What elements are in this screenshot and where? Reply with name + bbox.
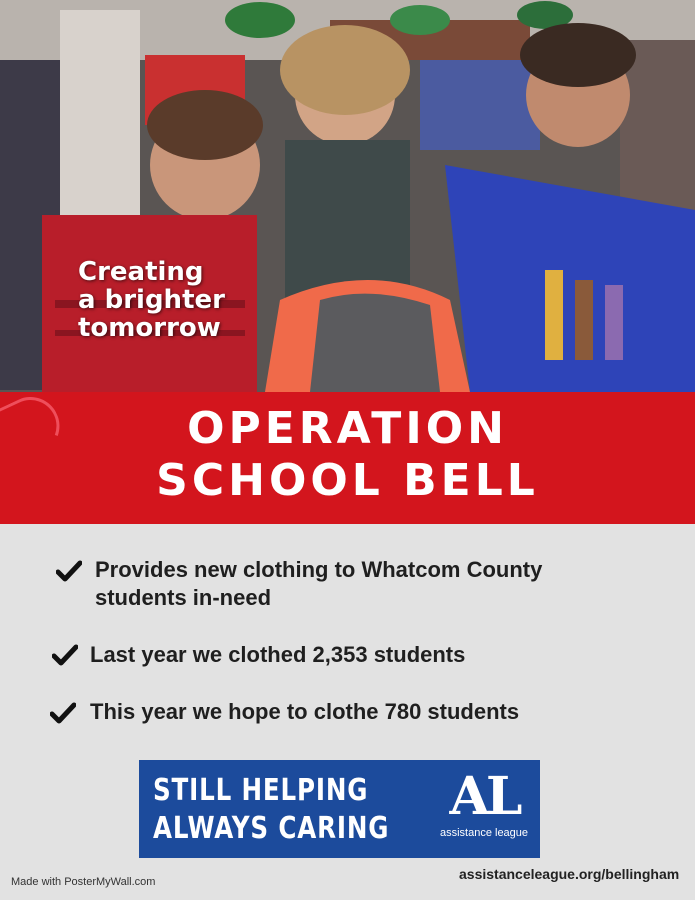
bullet-text: Last year we clothed 2,353 students [90, 642, 466, 667]
checkmark-icon [56, 558, 82, 584]
tagline-line-2: a brighter [78, 285, 225, 315]
assistance-league-banner [139, 760, 540, 858]
title-banner [0, 392, 695, 524]
website-url[interactable]: assistanceleague.org/bellingham [459, 866, 680, 882]
assistance-league-logo [439, 768, 529, 840]
title-line-1: OPERATION [187, 403, 508, 454]
tagline [78, 258, 225, 342]
al-logo-text: assistance league [439, 827, 529, 839]
al-logo-mark: AL [449, 766, 519, 827]
slogan-line-2: ALWAYS CARING [153, 811, 390, 846]
hero-photo [0, 0, 695, 392]
bullet-text: Provides new clothing to Whatcom County students in-need [95, 557, 543, 610]
checkmark-icon [50, 700, 76, 726]
tagline-line-1: Creating [78, 257, 204, 287]
made-with-credit: Made with PosterMyWall.com [11, 876, 156, 888]
checkmark-icon [52, 642, 78, 668]
slogan-line-1: STILL HELPING [153, 773, 369, 808]
title-line-2: SCHOOL BELL [156, 455, 539, 506]
bullet-text: This year we hope to clothe 780 students [90, 699, 520, 724]
tagline-line-3: tomorrow [78, 313, 221, 343]
slogan [153, 772, 389, 848]
